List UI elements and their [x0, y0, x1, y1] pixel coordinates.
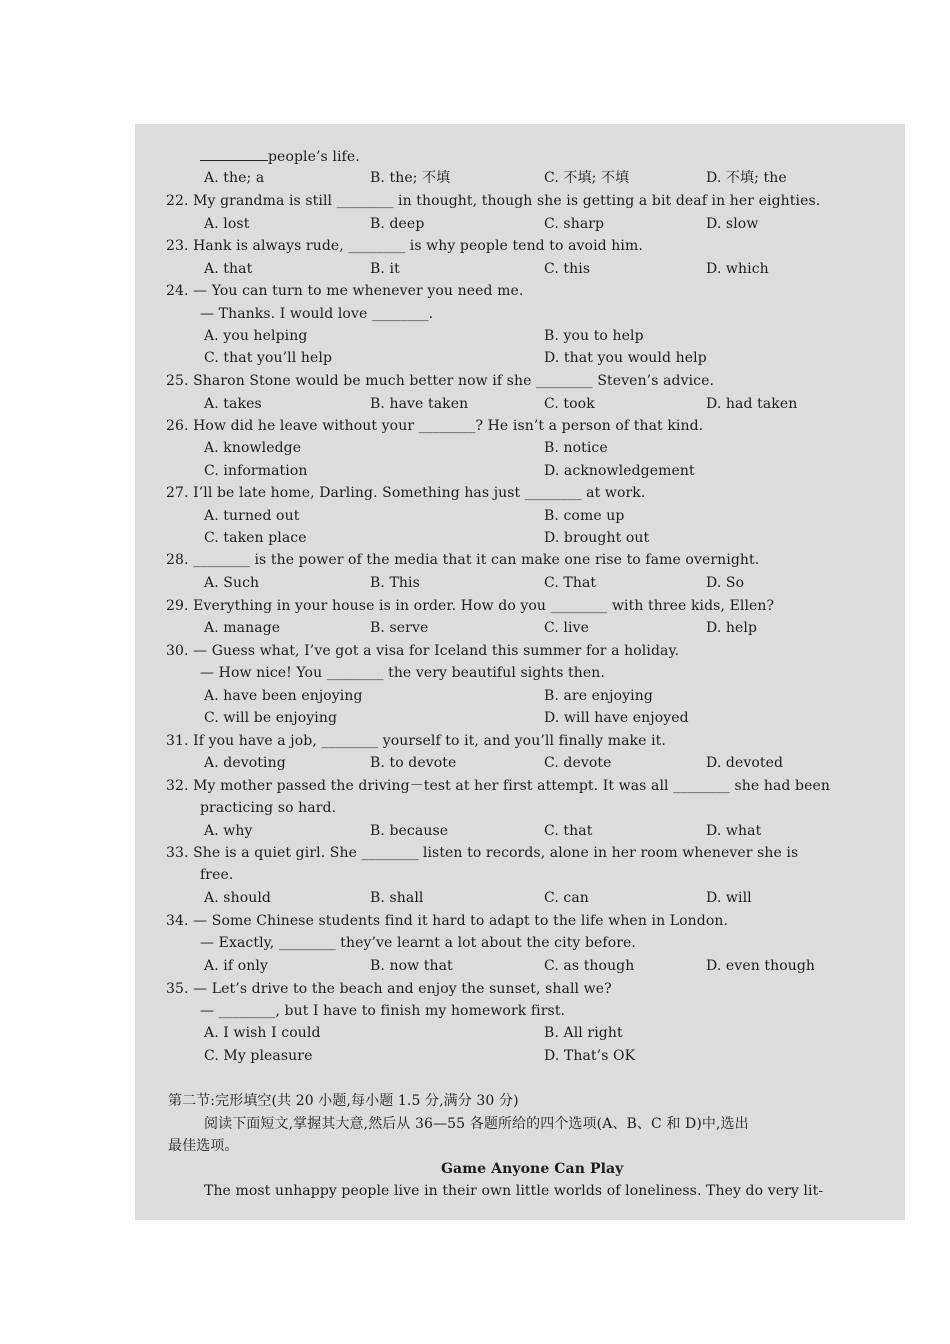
answer-option: A. Such: [204, 575, 260, 591]
answer-option: A. takes: [204, 396, 262, 412]
text-line: 25. Sharon Stone would be much better now if she ________ Steven’s advice.: [166, 373, 715, 389]
answer-option: B. it: [370, 261, 400, 277]
answer-option: A. you helping: [204, 328, 308, 344]
answer-option: C. can: [544, 890, 589, 906]
answer-option: A. the; a: [204, 170, 265, 186]
text-line: 24. — You can turn to me whenever you need me.: [166, 283, 524, 299]
answer-option: B. because: [370, 823, 449, 839]
answer-option: C. will be enjoying: [204, 710, 338, 726]
text-line: 28. ________ is the power of the media that it can make one rise to fame overnight.: [166, 552, 760, 568]
answer-option: A. that: [204, 261, 253, 277]
answer-option: C. as though: [544, 958, 635, 974]
answer-option: D. will: [706, 890, 752, 906]
answer-option: A. manage: [204, 620, 281, 636]
answer-option: D. help: [706, 620, 758, 636]
answer-option: C. that: [544, 823, 593, 839]
answer-option: D. 不填; the: [706, 170, 787, 186]
text-line: The most unhappy people live in their own little worlds of loneliness. They do very lit-: [204, 1183, 824, 1199]
answer-option: C. My pleasure: [204, 1048, 313, 1064]
answer-option: C. this: [544, 261, 591, 277]
answer-option: B. deep: [370, 216, 425, 232]
answer-option: C. that you’ll help: [204, 350, 333, 366]
answer-option: C. took: [544, 396, 595, 412]
answer-option: D. even though: [706, 958, 816, 974]
text-line: 29. Everything in your house is in order. How do you ________ with three kids, Ellen?: [166, 598, 775, 614]
answer-blank: [200, 146, 268, 161]
answer-option: A. why: [204, 823, 253, 839]
answer-option: D. acknowledgement: [544, 463, 695, 479]
answer-option: C. sharp: [544, 216, 605, 232]
answer-option: B. come up: [544, 508, 625, 524]
text-line: [200, 146, 360, 167]
answer-option: B. have taken: [370, 396, 469, 412]
answer-option: C. taken place: [204, 530, 307, 546]
answer-option: D. will have enjoyed: [544, 710, 689, 726]
answer-option: B. notice: [544, 440, 608, 456]
text-line: 30. — Guess what, I’ve got a visa for Iceland this summer for a holiday.: [166, 643, 680, 659]
text-line: 22. My grandma is still ________ in thought, though she is getting a bit deaf in her eighties.: [166, 193, 821, 209]
answer-option: B. This: [370, 575, 420, 591]
answer-option: D. So: [706, 575, 745, 591]
text-line: 31. If you have a job, ________ yourself to it, and you’ll finally make it.: [166, 733, 666, 749]
exam-page: [135, 124, 905, 1220]
answer-option: B. to devote: [370, 755, 457, 771]
answer-option: D. that you would help: [544, 350, 707, 366]
answer-option: C. information: [204, 463, 308, 479]
text-line: 32. My mother passed the driving－test at her first attempt. It was all ________ she had been: [166, 778, 830, 794]
passage-title: Game Anyone Can Play: [441, 1161, 624, 1177]
text-line: 第二节:完形填空(共 20 小题,每小题 1.5 分,满分 30 分): [168, 1093, 519, 1109]
text-line: 27. I’ll be late home, Darling. Something has just ________ at work.: [166, 485, 646, 501]
answer-option: A. knowledge: [204, 440, 302, 456]
answer-option: C. That: [544, 575, 597, 591]
answer-option: A. should: [204, 890, 271, 906]
answer-option: D. devoted: [706, 755, 784, 771]
answer-option: D. which: [706, 261, 769, 277]
answer-option: D. That’s OK: [544, 1048, 636, 1064]
answer-option: B. now that: [370, 958, 453, 974]
answer-option: D. slow: [706, 216, 759, 232]
answer-option: B. All right: [544, 1025, 623, 1041]
answer-option: D. what: [706, 823, 762, 839]
text-line: — Exactly, ________ they’ve learnt a lot about the city before.: [200, 935, 636, 951]
text-line: practicing so hard.: [200, 800, 337, 816]
answer-option: C. live: [544, 620, 589, 636]
text-line: 26. How did he leave without your ________? He isn’t a person of that kind.: [166, 418, 704, 434]
text-line: 33. She is a quiet girl. She ________ listen to records, alone in her room whenever she is: [166, 845, 799, 861]
answer-option: A. turned out: [204, 508, 300, 524]
line-text: people’s life.: [268, 149, 360, 165]
answer-option: A. I wish I could: [204, 1025, 321, 1041]
answer-option: A. lost: [204, 216, 250, 232]
text-line: 35. — Let’s drive to the beach and enjoy the sunset, shall we?: [166, 981, 612, 997]
text-line: — ________, but I have to finish my homework first.: [200, 1003, 566, 1019]
answer-option: A. if only: [204, 958, 268, 974]
text-line: — Thanks. I would love ________.: [200, 306, 434, 322]
answer-option: B. serve: [370, 620, 429, 636]
answer-option: C. devote: [544, 755, 612, 771]
text-line: free.: [200, 867, 234, 883]
text-line: 最佳选项。: [168, 1138, 239, 1154]
answer-option: A. have been enjoying: [204, 688, 363, 704]
answer-option: A. devoting: [204, 755, 286, 771]
answer-option: D. had taken: [706, 396, 798, 412]
text-line: 23. Hank is always rude, ________ is why people tend to avoid him.: [166, 238, 643, 254]
answer-option: B. you to help: [544, 328, 644, 344]
text-line: — How nice! You ________ the very beautiful sights then.: [200, 665, 605, 681]
answer-option: C. 不填; 不填: [544, 170, 630, 186]
answer-option: B. shall: [370, 890, 424, 906]
answer-option: B. are enjoying: [544, 688, 653, 704]
answer-option: B. the; 不填: [370, 170, 451, 186]
text-line: 34. — Some Chinese students find it hard to adapt to the life when in London.: [166, 913, 729, 929]
text-line: 阅读下面短文,掌握其大意,然后从 36—55 各题所给的四个选项(A、B、C 和 D)中,选出: [204, 1116, 749, 1132]
answer-option: D. brought out: [544, 530, 650, 546]
